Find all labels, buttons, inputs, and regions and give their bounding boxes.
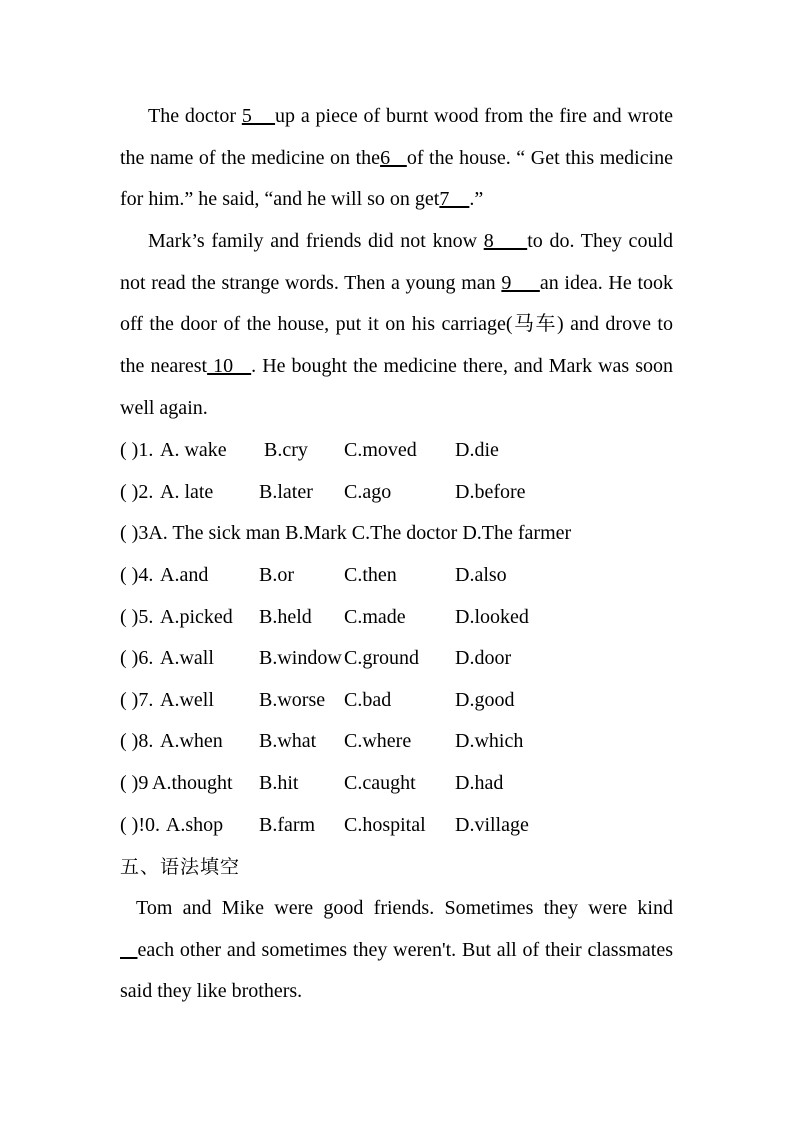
text-segment: each other and sometimes they weren't. But all of their classmates said they like brothers.	[120, 938, 674, 1003]
option-c: C.bad	[344, 689, 392, 711]
question-number: ( )6.	[120, 647, 154, 669]
text-segment: of the house. “ Get this medicine for him.” he said, “and he will so on get	[120, 146, 673, 211]
text-segment: up a piece of burnt wood from the fire and wrote the name of the medicine on the	[120, 105, 673, 169]
question-3-text: ( )3A. The sick man B.Mark C.The doctor D.The farmer	[120, 522, 572, 544]
option-d: D.village	[455, 814, 529, 836]
option-c: C.made	[344, 606, 406, 628]
question-number: ( )1.	[120, 439, 154, 461]
option-a: A. late	[160, 481, 214, 503]
option-d: D.had	[455, 772, 504, 794]
option-d: D.die	[455, 439, 499, 461]
text-segment: an idea. He took off the door of the house, put it on his carriage(马车) and drove to the nearest	[120, 271, 673, 378]
option-b: B.hit	[259, 772, 299, 794]
text-segment: to do. They could not read the strange words. Then a young man	[120, 230, 673, 294]
section-title: 五、语法填空	[120, 856, 241, 878]
blank-10: 10	[207, 355, 252, 378]
blank	[120, 939, 137, 961]
option-c: C.moved	[344, 439, 417, 461]
option-a: A.well	[160, 689, 214, 711]
passage-paragraph-2	[120, 221, 673, 430]
blank-6: 6	[380, 146, 407, 169]
blank-7: 7	[439, 188, 470, 211]
text-segment: . He bought the medicine there, and Mark was soon well again.	[120, 355, 673, 419]
question-number: ( )5.	[120, 606, 154, 628]
blank-9: 9	[501, 271, 540, 294]
option-b: B.later	[259, 481, 313, 503]
option-a: A.thought	[152, 772, 233, 794]
option-b: B.cry	[259, 439, 308, 461]
question-number: ( )2.	[120, 481, 154, 503]
option-d: D.good	[455, 689, 515, 711]
option-a: A.when	[160, 730, 223, 752]
option-b: B.worse	[259, 689, 326, 711]
question-number: ( )!0.	[120, 814, 160, 836]
option-b: B.farm	[259, 814, 316, 836]
option-c: C.ground	[344, 647, 419, 669]
passage-paragraph-1	[120, 96, 673, 221]
option-a: A.wall	[160, 647, 214, 669]
option-d: D.also	[455, 564, 507, 586]
option-b: B.held	[259, 606, 312, 628]
option-b: B.window	[259, 647, 342, 669]
option-d: D.before	[455, 481, 526, 503]
option-a: A.and	[160, 564, 209, 586]
option-d: D.door	[455, 647, 512, 669]
text-segment: .”	[469, 188, 484, 211]
option-c: C.caught	[344, 772, 416, 794]
question-number: ( )4.	[120, 564, 154, 586]
text-segment: Mark’s family and friends did not know	[148, 230, 484, 252]
option-a: A. wake	[160, 439, 227, 461]
option-c: C.where	[344, 730, 412, 752]
question-number: ( )8.	[120, 730, 154, 752]
section-paragraph	[120, 888, 673, 1013]
text-segment: Tom and Mike were good friends. Sometimes they were kind	[136, 897, 673, 919]
question-number: ( )9	[120, 772, 149, 794]
option-c: C.then	[344, 564, 397, 586]
option-d: D.looked	[455, 606, 529, 628]
option-d: D.which	[455, 730, 524, 752]
option-c: C.hospital	[344, 814, 426, 836]
option-a: A.picked	[160, 606, 233, 628]
option-b: B.what	[259, 730, 317, 752]
option-c: C.ago	[344, 481, 392, 503]
question-number: ( )7.	[120, 689, 154, 711]
blank-8: 8	[483, 230, 528, 252]
blank-5: 5	[241, 105, 276, 127]
option-a: A.shop	[162, 814, 224, 836]
text-segment: The doctor	[148, 105, 242, 127]
option-b: B.or	[259, 564, 294, 586]
